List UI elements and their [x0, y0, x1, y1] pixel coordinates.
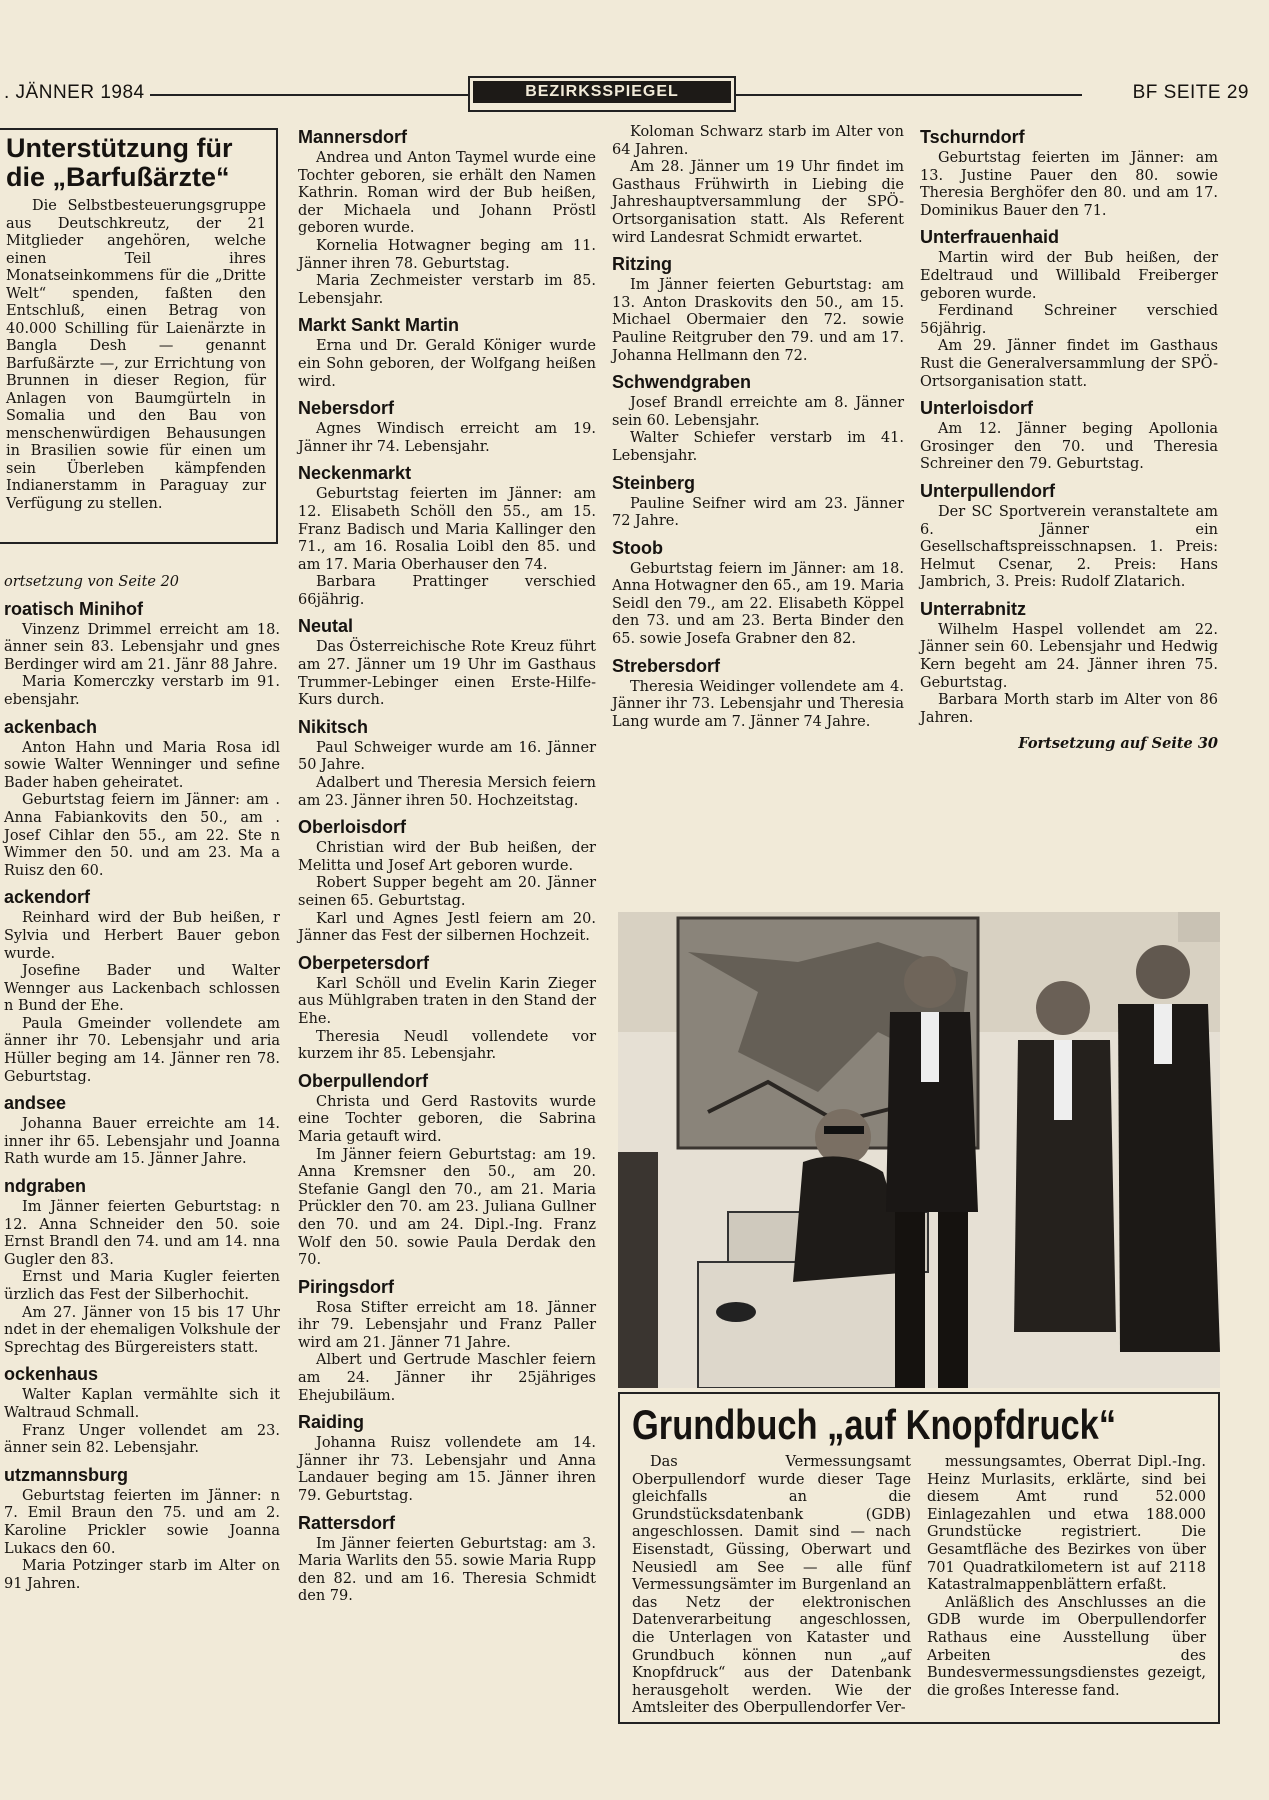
intro-paragraph: Koloman Schwarz starb im Alter von 64 Jahren. [612, 124, 904, 158]
news-paragraph: Im Jänner feierten Geburtstag: n 12. Anna Schneider den 50. soie Ernst Brandl den 74. und am 14. nna Gugler den 83. [4, 1199, 280, 1268]
town-heading: Raiding [298, 1412, 364, 1433]
column-2 [298, 120, 596, 1606]
news-paragraph: Am 29. Jänner findet im Gasthaus Rust die Generalversammlung der SPÖ-Ortsorganisation statt. [920, 338, 1218, 390]
news-paragraph: Karl und Agnes Jestl feiern am 20. Jänner das Fest der silbernen Hochzeit. [298, 910, 596, 945]
page-header [0, 82, 1269, 108]
feature-column-left [632, 1454, 911, 1718]
town-heading: roatisch Minihof [4, 598, 143, 619]
column-3 [612, 124, 904, 731]
news-paragraph: Maria Zechmeister verstarb im 85. Lebensjahr. [298, 273, 596, 307]
news-paragraph: Anton Hahn und Maria Rosa idl sowie Walter Wenninger und sefine Bader haben geheiratet. [4, 739, 280, 791]
town-heading: utzmannsburg [4, 1464, 128, 1485]
news-paragraph: Josefine Bader und Walter Wennger aus Lackenbach schlossen n Bund der Ehe. [4, 963, 280, 1015]
news-paragraph: Im Jänner feiern Geburtstag: am 19. Anna Kremsner den 50., am 20. Stefanie Gangl den 70., am 21. Maria Prückler den 70. am 23. Juliana Gullner den 70. und am 24. Dipl.-Ing. Franz Wolf den 50. sowie Paula Derdak den 70. [298, 1146, 596, 1269]
news-paragraph: Theresia Neudl vollendete vor kurzem ihr 85. Lebensjahr. [298, 1028, 596, 1063]
town-heading: Unterpullendorf [920, 480, 1055, 501]
town-heading: Markt Sankt Martin [298, 315, 460, 336]
news-paragraph: Christa und Gerd Rastovits wurde eine Tochter geboren, die Sabrina Maria getauft wird. [298, 1093, 596, 1145]
news-paragraph: Walter Schiefer verstarb im 41. Lebensjahr. [612, 430, 904, 464]
news-paragraph: Agnes Windisch erreicht am 19. Jänner ihr 74. Lebensjahr. [298, 421, 596, 455]
news-paragraph: Der SC Sportverein veranstaltete am 6. Jänner ein Gesellschaftspreisschnapsen. 1. Preis: Helmut Csenar, 2. Preis: Hans Jambrich, 3. Preis: Rudolf Zlatarich. [920, 503, 1218, 591]
town-heading: Oberpullendorf [298, 1070, 428, 1091]
town-heading: andsee [4, 1093, 67, 1114]
town-heading: Unterrabnitz [920, 598, 1027, 619]
column-1 [4, 572, 280, 1593]
town-heading: Schwendgraben [612, 372, 752, 393]
news-paragraph: Geburtstag feierten im Jänner: am 12. Elisabeth Schöll den 55., am 15. Franz Badisch und Maria Kallinger den 71., am 16. Rosalia Loibl den 85. und am 17. Maria Oberhauser den 74. [298, 486, 596, 573]
header-date: . JÄNNER 1984 [4, 82, 145, 103]
feature-paragraph: messungsamtes, Oberrat Dipl.-Ing. Heinz Murlasits, erklärte, sind bei diesem Amt rund 52.000 Einlagezahlen und etwa 188.000 Grundstücke registriert. Die Gesamtfläche des Bezirkes von über 701 Quadratkilometern ist auf 2118 Katastralmappenblättern erfaßt. [927, 1454, 1206, 1594]
section-title-box [468, 76, 736, 112]
news-paragraph: Geburtstag feiern im Jänner: am . Anna Fabiankovits den 50., am . Josef Cihlar den 55., am 22. Ste n Wimmer den 50. und am 23. Ma a Ruisz den 60. [4, 792, 280, 879]
news-paragraph: Johanna Bauer erreichte am 14. inner ihr 65. Lebensjahr und Joanna Rath wurde am 15. Jänner Jahre. [4, 1116, 280, 1168]
town-heading: Strebersdorf [612, 655, 721, 676]
news-paragraph: Am 27. Jänner von 15 bis 17 Uhr ndet in der ehemaligen Volkshule der Sprechtag des Bürgereisters statt. [4, 1304, 280, 1356]
news-paragraph: Im Jänner feierten Geburtstag: am 13. Anton Draskovits den 50., am 15. Michael Obermaier den 72. sowie Pauline Reitgruber den 79. und am 17. Johanna Hellmann den 72. [612, 277, 904, 364]
town-heading: Oberloisdorf [298, 817, 407, 838]
news-paragraph: Kornelia Hotwagner beging am 11. Jänner ihren 78. Geburtstag. [298, 237, 596, 272]
town-heading: ockenhaus [4, 1364, 99, 1385]
town-heading: Stoob [612, 537, 663, 558]
news-paragraph: Josef Brandl erreichte am 8. Jänner sein 60. Lebensjahr. [612, 395, 904, 429]
news-paragraph: Maria Potzinger starb im Alter on 91 Jahren. [4, 1558, 280, 1592]
town-heading: Oberpetersdorf [298, 952, 430, 973]
box-title-line1: Unterstützung für [6, 133, 233, 163]
town-heading: Neckenmarkt [298, 463, 412, 484]
photo-illustration [618, 912, 1220, 1388]
news-paragraph: Karl Schöll und Evelin Karin Zieger aus Mühlgraben traten in den Stand der Ehe. [298, 975, 596, 1027]
town-heading: Unterloisdorf [920, 398, 1034, 419]
news-paragraph: Reinhard wird der Bub heißen, r Sylvia und Herbert Bauer gebon wurde. [4, 910, 280, 962]
box-article-title [6, 134, 266, 192]
news-paragraph: Christian wird der Bub heißen, der Melitta und Josef Art geboren wurde. [298, 840, 596, 874]
news-paragraph: Vinzenz Drimmel erreicht am 18. änner sein 83. Lebensjahr und gnes Berdinger wird am 21. Jänr 88 Jahre. [4, 621, 280, 673]
town-heading: ackenbach [4, 716, 98, 737]
town-heading: Steinberg [612, 472, 696, 493]
town-heading: Piringsdorf [298, 1276, 395, 1297]
news-paragraph: Im Jänner feierten Geburtstag: am 3. Maria Warlits den 55. sowie Maria Rupp den 82. und am 16. Theresia Schmidt den 79. [298, 1535, 596, 1605]
town-heading: Ritzing [612, 254, 672, 275]
section-title: BEZIRKSSPIEGEL [473, 81, 731, 103]
news-paragraph: Franz Unger vollendet am 23. änner sein 82. Lebensjahr. [4, 1422, 280, 1457]
feature-paragraph: Anläßlich des Anschlusses an die GDB wurde im Oberpullendorfer Rathaus eine Ausstellung über Arbeiten des Bundesvermessungsdienstes gezeigt, die großes Interesse fand. [927, 1594, 1206, 1699]
news-paragraph: Walter Kaplan vermählte sich it Waltraud Schmall. [4, 1387, 280, 1421]
news-paragraph: Erna und Dr. Gerald Königer wurde ein Sohn geboren, der Wolfgang heißen wird. [298, 338, 596, 390]
news-paragraph: Geburtstag feierten im Jänner: n 7. Emil Braun den 75. und am 2. Karoline Prickler sowie Joanna Lukacs den 60. [4, 1487, 280, 1557]
town-heading: Mannersdorf [298, 127, 408, 147]
feature-title: Grundbuch „auf Knopfdruck“ [632, 1401, 1117, 1448]
news-paragraph: Geburtstag feierten im Jänner: am 13. Justine Pauer den 80. sowie Theresia Berghöfer den 80. und am 17. Dominikus Bauer den 71. [920, 150, 1218, 219]
town-heading: ndgraben [4, 1176, 87, 1197]
feature-paragraph: Das Vermessungsamt Oberpullendorf wurde dieser Tage gleichfalls an die Grundstücksdatenbank (GDB) angeschlossen. Damit sind — nach Eisenstadt, Güssing, Oberwart und Neusiedl am See — alle fünf Vermessungsämter im Burgenland an das Netz der elektronischen Datenverarbeitung angeschlossen, die Unterlagen von Kataster und Grundbuch können nun „auf Knopfdruck“ aus der Datenbank herausgeholt werden. Wie der Amtsleiter des Oberpullendorfer Ver- [632, 1454, 911, 1717]
news-paragraph: Paul Schweiger wurde am 16. Jänner 50 Jahre. [298, 739, 596, 774]
news-paragraph: Adalbert und Theresia Mersich feiern am 23. Jänner ihren 50. Hochzeitstag. [298, 775, 596, 809]
news-paragraph: Martin wird der Bub heißen, der Edeltraud und Willibald Freiberger geboren wurde. [920, 250, 1218, 302]
page-number: BF SEITE 29 [1132, 82, 1249, 103]
intro-paragraph: Am 28. Jänner um 19 Uhr findet im Gasthaus Frühwirth in Liebing die Jahreshauptversammlung der SPÖ-Ortsorganisation statt. Als Referent wird Landesrat Schmidt erwartet. [612, 159, 904, 246]
news-paragraph: Barbara Prattinger verschied 66jährig. [298, 574, 596, 608]
news-paragraph: Ernst und Maria Kugler feierten ürzlich das Fest der Silberhochit. [4, 1269, 280, 1303]
town-heading: Neutal [298, 616, 354, 637]
continuation-next: Fortsetzung auf Seite 30 [1018, 735, 1218, 753]
news-paragraph: Andrea und Anton Taymel wurde eine Tochter geboren, sie erhält den Namen Kathrin. Roman wird der Bub heißen, der Michaela und Johann Pröstl geboren wurde. [298, 150, 596, 237]
feature-article [618, 1392, 1220, 1724]
news-paragraph: Maria Komerczky verstarb im 91. ebensjahr. [4, 674, 280, 708]
news-paragraph: Barbara Morth starb im Alter von 86 Jahren. [920, 692, 1218, 726]
town-heading: Unterfrauenhaid [920, 227, 1060, 248]
town-heading: Tschurndorf [920, 127, 1025, 147]
town-heading: Rattersdorf [298, 1512, 396, 1533]
news-paragraph: Rosa Stifter erreicht am 18. Jänner ihr 79. Lebensjahr und Franz Paller wird am 21. Jänner 71 Jahre. [298, 1299, 596, 1351]
box-title-line2: die „Barfußärzte“ [6, 162, 230, 192]
news-paragraph: Am 12. Jänner beging Apollonia Grosinger den 70. und Theresia Schreiner den 79. Geburtstag. [920, 421, 1218, 473]
news-paragraph: Johanna Ruisz vollendete am 14. Jänner ihr 73. Lebensjahr und Anna Landauer beging am 15. Jänner ihren 79. Geburtstag. [298, 1435, 596, 1505]
town-heading: Nebersdorf [298, 398, 395, 419]
news-paragraph: Ferdinand Schreiner verschied 56jährig. [920, 303, 1218, 337]
news-paragraph: Robert Supper begeht am 20. Jänner seinen 65. Geburtstag. [298, 875, 596, 909]
news-paragraph: Paula Gmeinder vollendete am änner ihr 70. Lebensjahr und aria Hüller beging am 14. Jänner ren 78. Geburtstag. [4, 1015, 280, 1085]
box-article-body: Die Selbstbesteuerungsgruppe aus Deutschkreutz, der 21 Mitglieder angehören, welche einen Teil ihres Monatseinkommens für die „Dritte Welt“ spenden, faßten den Entschluß, einen Betrag von 40.000 Schilling für Laienärzte in Bangla Desh — genannt Barfußärzte —, zur Errichtung von Brunnen in dieser Region, für Anlagen von Baumgürteln in Somalia und den Bau von menschenwürdigen Behausungen in Brasilien sowie für einen um sein Überleben kämpfenden Indianerstamm in Paraguay zur Verfügung zu stellen. [6, 198, 266, 512]
news-paragraph: Theresia Weidinger vollendete am 4. Jänner ihr 73. Lebensjahr und Theresia Lang wurde am 7. Jänner 74 Jahre. [612, 678, 904, 730]
column-4 [920, 120, 1218, 753]
news-paragraph: Albert und Gertrude Maschler feiern am 24. Jänner ihr 25jähriges Ehejubiläum. [298, 1352, 596, 1404]
box-article [0, 128, 278, 544]
news-photo [618, 912, 1220, 1388]
news-paragraph: Das Österreichische Rote Kreuz führt am 27. Jänner um 19 Uhr im Gasthaus Trummer-Lebinger einen Erste-Hilfe-Kurs durch. [298, 639, 596, 709]
town-heading: Nikitsch [298, 716, 369, 737]
news-paragraph: Geburtstag feiern im Jänner: am 18. Anna Hotwagner den 65., am 19. Maria Seidl den 79., am 22. Elisabeth Köppel den 73. und am 23. Berta Binder den 65. sowie Josefa Grabner den 82. [612, 560, 904, 648]
news-paragraph: Wilhelm Haspel vollendet am 22. Jänner sein 60. Lebensjahr und Hedwig Kern begeht am 24. Jänner ihren 75. Geburtstag. [920, 621, 1218, 691]
feature-column-right [927, 1454, 1206, 1718]
continuation-note: ortsetzung von Seite 20 [4, 574, 180, 590]
header-rule-right [732, 94, 1082, 96]
town-heading: ackendorf [4, 887, 91, 908]
header-rule-left [150, 94, 468, 96]
news-paragraph: Pauline Seifner wird am 23. Jänner 72 Jahre. [612, 495, 904, 530]
